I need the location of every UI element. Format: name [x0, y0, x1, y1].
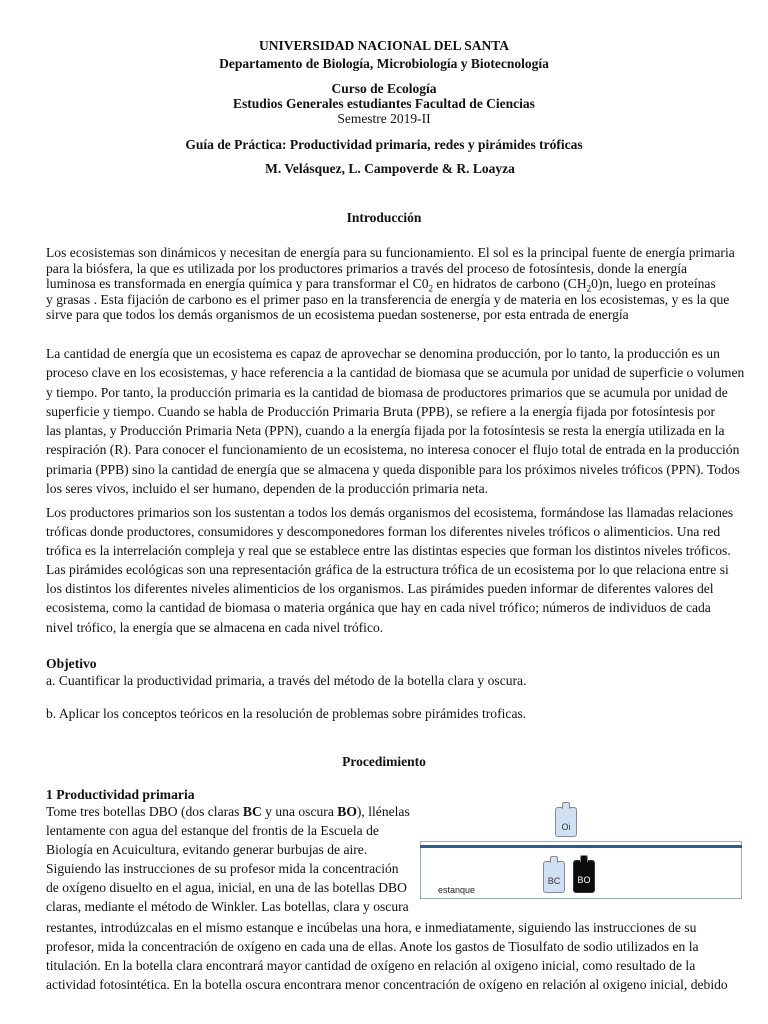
paragraph-line: las plantas, y Producción Primaria Neta (PPN), cuando a la energía fijada por la fotosíntesis se resta la energía utilizada en la: [46, 423, 725, 439]
text-run: luminosa es transformada en energía química y para transformar el C0: [46, 276, 429, 291]
text-run: y una oscura: [261, 804, 338, 819]
paragraph-line: Los ecosistemas son dinámicos y necesitan de energía para su funcionamiento. El sol es la principal fuente de energía primaria: [46, 245, 735, 260]
intro-paragraph-3: [46, 503, 740, 637]
water-surface-line: [420, 845, 742, 848]
paragraph-line: La cantidad de energía que un ecosistema es capaz de aprovechar se denomina producción, por lo tanto, la producción es un: [46, 346, 720, 361]
paragraph-line: trófica es la interrelación compleja y real que se establece entre las distintas especies que forman los distintos niveles tróficos.: [46, 543, 731, 559]
paragraph-line: actividad fotosintética. En la botella oscura encontrara menor concentración de oxígeno en relación al oxigeno inicial, debido: [46, 977, 728, 993]
bottle-label-bc: BC: [547, 876, 561, 886]
bottle-label-oi: Oi: [561, 822, 571, 832]
paragraph-line: los seres vivos, incluido el ser humano, dependen de la producción primaria neta.: [46, 481, 489, 497]
semester: Semestre 2019-II: [337, 111, 431, 126]
text-run: lentamente con agua del estanque del frontis de la: [46, 823, 321, 839]
initial-oxygen-bottle: [555, 807, 577, 837]
paragraph-line: titulación. En la botella clara encontrará mayor cantidad de oxígeno en relación al oxigeno inicial, como resultado de la: [46, 958, 696, 974]
subscript: 2: [586, 283, 592, 294]
procedure-heading: Procedimiento: [342, 754, 426, 769]
pond-label: estanque: [438, 885, 476, 895]
paragraph-line: restantes, introdúzcalas en el mismo estanque e incúbelas una hora, e inmediatamente, siguiendo las instrucciones de su: [46, 920, 697, 935]
paragraph-line: y tiempo. Por tanto, la producción primaria es la cantidad de biomasa de productores primarios que se acumula por unidad de: [46, 384, 728, 400]
section-title-productividad: 1 Productividad primaria: [46, 787, 195, 802]
authors: M. Velásquez, L. Campoverde & R. Loayza: [265, 161, 515, 176]
program-name: Estudios Generales estudiantes Facultad de Ciencias: [233, 96, 535, 111]
intro-paragraph-2: [46, 344, 745, 498]
department-name: Departamento de Biología, Microbiología y Biotecnología: [219, 56, 549, 71]
paragraph-line: [46, 821, 408, 840]
university-name: UNIVERSIDAD NACIONAL DEL SANTA: [259, 38, 509, 53]
text-run: 0)n, luego en proteínas: [591, 276, 716, 291]
text-run: Escuela de: [320, 823, 379, 839]
paragraph-line: y grasas . Esta fijación de carbono es el primer paso en la transferencia de energía y de materia en los ecosistemas, y es la que: [46, 291, 730, 307]
paragraph-line: profesor, mida la concentración de oxígeno en cada una de ellas. Anote los gastos de Tiosulfato de sodio utilizados en la: [46, 939, 699, 955]
text-run: Tome tres botellas DBO (dos claras: [46, 804, 243, 819]
paragraph-line: [46, 802, 408, 821]
text-run: en hidratos de carbono (CH: [433, 276, 587, 291]
bottle-cap: [550, 856, 558, 863]
paragraph-line: claras, mediante el método de Winkler. Las botellas, clara y oscura: [46, 899, 409, 915]
objective-a: a. Cuantificar la productividad primaria, a través del método de la botella clara y oscura.: [46, 673, 527, 688]
introduction-heading: Introducción: [346, 210, 422, 225]
clear-bottle: [543, 861, 565, 893]
paragraph-line: de oxígeno disuelto en el agua, inicial, en una de las botellas DBO: [46, 880, 407, 896]
paragraph-line: superficie y tiempo. Cuando se habla de Producción Primaria Bruta (PPB), se refiere a la energía fijada por fotosíntesis por: [46, 403, 716, 419]
procedure-text-column: [46, 802, 408, 917]
paragraph-line: tróficas donde productores, consumidores y descomponedores forman los diferentes niveles tróficos o alimenticios. Una red: [46, 524, 721, 540]
paragraph-line: ecosistema, como la cantidad de biomasa o materia orgánica que hay en cada nivel trófico; números de individuos de cada: [46, 600, 711, 616]
paragraph-line: para la biósfera, la que es utilizada por los productores primarios a través del proceso de fotosíntesis, donde la energía: [46, 260, 688, 276]
paragraph-line: proceso clave en los ecosistemas, y hace referencia a la cantidad de biomasa que se acumula por unidad de superficie o volumen: [46, 365, 745, 381]
bottle-experiment-figure: [420, 795, 742, 900]
bottle-cap: [580, 855, 588, 862]
course-name: Curso de Ecología: [331, 81, 437, 96]
procedure-text-full: [46, 918, 740, 994]
objective-b: b. Aplicar los conceptos teóricos en la resolución de problemas sobre pirámides troficas.: [46, 706, 527, 721]
paragraph-line: Biología en Acuicultura, evitando generar burbujas de aire.: [46, 842, 368, 858]
paragraph-line: Los productores primarios son los sustentan a todos los demás organismos del ecosistema, formándose las llamadas relaciones: [46, 505, 734, 520]
guide-title: Guía de Práctica: Productividad primaria, redes y pirámides tróficas: [185, 137, 583, 152]
paragraph-line: Siguiendo las instrucciones de su profesor mida la concentración: [46, 861, 399, 877]
paragraph-line: Las pirámides ecológicas son una representación gráfica de la estructura trófica de un ecosistema por lo que relaciona entre si: [46, 562, 729, 578]
paragraph-line: sirve para que todos los demás organismos de un ecosistema puedan sostenerse, por esta entrada de energía: [46, 307, 629, 322]
paragraph-line: [46, 276, 740, 292]
text-run: ), llénelas: [356, 804, 410, 819]
bottle-label-bo: BO: [577, 875, 591, 885]
dark-bottle: [573, 860, 595, 893]
bottle-cap: [562, 802, 570, 809]
paragraph-line: los distintos los diferentes niveles alimenticios de los organismos. Las pirámides pueden informar de diferentes valores del: [46, 581, 714, 597]
paragraph-line: nivel trófico, la energía que se almacena en cada nivel trófico.: [46, 619, 384, 635]
bottle-code-bo: BO: [337, 804, 357, 819]
subscript: 2: [428, 283, 434, 294]
objective-heading: Objetivo: [46, 656, 97, 671]
bottle-code-bc: BC: [242, 804, 262, 819]
paragraph-line: primaria (PPB) sino la cantidad de energía que se almacena y queda disponible para los próximos niveles tróficos (PPN). Todos: [46, 461, 740, 477]
paragraph-line: respiración (R). Para conocer el funcionamiento de un ecosistema, no interesa conocer el flujo total de entrada en la producción: [46, 442, 740, 458]
intro-paragraph-1: [46, 245, 740, 323]
